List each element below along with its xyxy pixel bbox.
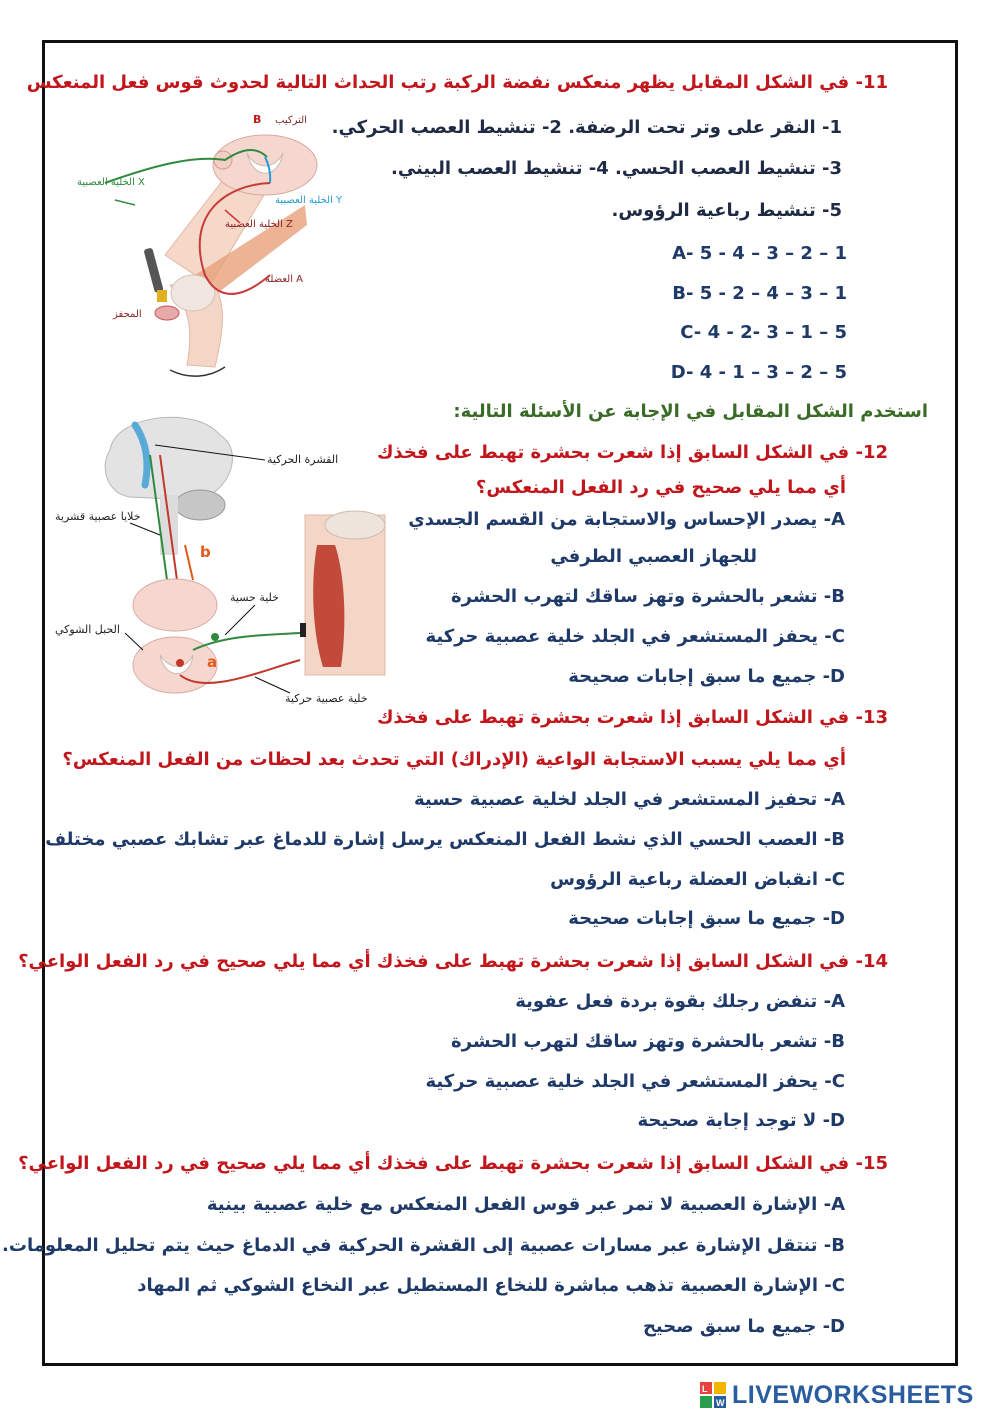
- stimulus-spot: [155, 306, 179, 320]
- label-arrow-b: b: [200, 543, 211, 561]
- q11-option-d[interactable]: [671, 361, 847, 385]
- leader-cortical-cells: [130, 523, 160, 535]
- label-neuron-y: الخلية العصبية Y: [275, 195, 343, 206]
- q11-step-1-2: 1- النقر على وتر تحت الرضفة. 2- تنشيط العصب الحركي.: [331, 117, 842, 138]
- logo-letter-l: L: [702, 1384, 708, 1394]
- q11-step-3-4: 3- تنشيط العصب الحسي. 4- تنشيط العصب البيني.: [390, 158, 842, 179]
- label-sensory-cell: خلية حسية: [230, 591, 279, 604]
- label-muscle-a: العضلة A: [265, 274, 304, 285]
- q15-option-d[interactable]: D- جميع ما سبق صحيح: [642, 1316, 845, 1337]
- label-b: B: [253, 113, 262, 126]
- q15-option-c[interactable]: C- الإشارة العصبية تذهب مباشرة للنخاع المستطيل عبر النخاع الشوكي ثم المهاد: [137, 1275, 845, 1296]
- q15-option-b[interactable]: B- تنتقل الإشارة عبر مسارات عصبية إلى القشرة الحركية في الدماغ حيث يتم تحليل المعلومات.: [2, 1235, 845, 1256]
- option-text: 5 - 4 – 3 – 2 – 1: [699, 243, 847, 264]
- label-neuron-z: الخلية العصبية Z: [225, 219, 293, 230]
- label-motor-cortex: القشرة الحركية: [267, 453, 339, 466]
- label-structure: التركيب: [275, 115, 307, 126]
- option-letter: C-: [680, 322, 702, 343]
- q15-title: 15- في الشكل السابق إذا شعرت بحشرة تهبط على فخذك أي مما يلي صحيح في رد الفعل الواعي؟: [18, 1153, 888, 1174]
- q13-option-b[interactable]: B- العصب الحسي الذي نشط الفعل المنعكس يرسل إشارة للدماغ عبر تشابك عصبي مختلف: [45, 829, 845, 850]
- instruction-text: استخدم الشكل المقابل في الإجابة عن الأسئلة التالية:: [453, 401, 928, 422]
- q13-option-d[interactable]: D- جميع ما سبق إجابات صحيحة: [568, 908, 845, 929]
- knee-reflex-figure: [75, 105, 365, 385]
- leader-motor-cell: [255, 677, 290, 693]
- q14-title: 14- في الشكل السابق إذا شعرت بحشرة تهبط على فخذك أي مما يلي صحيح في رد الفعل الواعي؟: [18, 951, 888, 972]
- brand-text: LIVEWORKSHEETS: [732, 1380, 974, 1409]
- label-spinal-cord: الحبل الشوكي: [55, 623, 120, 636]
- cerebellum: [175, 490, 225, 520]
- arrow-b-line: [185, 545, 193, 580]
- option-text: 4 - 1 – 3 – 2 – 5: [699, 362, 847, 383]
- option-letter: A-: [672, 243, 694, 264]
- q12-option-a-cont: للجهاز العصبي الطرفي: [550, 546, 757, 567]
- label-neuron-x: الخلية العصبية X: [77, 177, 145, 188]
- option-letter: B-: [672, 283, 694, 304]
- q12-title-line1: 12- في الشكل السابق إذا شعرت بحشرة تهبط على فخذك: [376, 442, 888, 463]
- movement-arrow: [170, 367, 225, 376]
- q12-option-d[interactable]: D- جميع ما سبق إجابات صحيحة: [568, 666, 845, 687]
- q11-option-a[interactable]: [672, 242, 847, 266]
- sensory-neuron: [193, 633, 300, 650]
- q11-title: 11- في الشكل المقابل يظهر منعكس نفضة الركبة رتب الحداث التالية لحدوث قوس فعل المنعكس: [26, 72, 888, 93]
- q12-option-a[interactable]: A- يصدر الإحساس والاستجابة من القسم الجسدي: [408, 509, 845, 530]
- sensory-cell-body: [211, 633, 219, 641]
- leader-spinal-cord: [125, 633, 143, 650]
- reflex-hammer-handle: [143, 247, 163, 293]
- q12-option-c[interactable]: C- يحفز المستشعر في الجلد خلية عصبية حركية: [425, 626, 845, 647]
- q11-option-b[interactable]: [672, 282, 847, 306]
- hip-bone: [325, 511, 385, 539]
- option-text: 4 - 2- 3 – 1 – 5: [707, 322, 847, 343]
- q12-option-b[interactable]: B- تشعر بالحشرة وتهز ساقك لتهرب الحشرة: [451, 586, 845, 607]
- q13-option-a[interactable]: A- تحفيز المستشعر في الجلد لخلية عصبية حسية: [413, 789, 845, 810]
- spinal-section-upper: [133, 579, 217, 631]
- logo-letter-w: W: [716, 1398, 725, 1408]
- arrow-sensory: [115, 200, 135, 205]
- q14-option-b[interactable]: B- تشعر بالحشرة وتهز ساقك لتهرب الحشرة: [451, 1031, 845, 1052]
- option-text: 5 - 2 – 4 – 3 – 1: [699, 283, 847, 304]
- q11-step-5: 5- تنشيط رباعية الرؤوس.: [611, 200, 842, 221]
- q11-option-c[interactable]: [680, 321, 847, 345]
- label-cortical-cells: خلايا عصبية قشرية: [55, 510, 141, 523]
- brain-shape: [105, 417, 232, 500]
- label-motor-cell: خلية عصبية حركية: [285, 692, 368, 705]
- q13-title-line1: 13- في الشكل السابق إذا شعرت بحشرة تهبط على فخذك: [376, 707, 888, 728]
- leader-sensory-cell: [225, 605, 255, 635]
- insect-icon: [300, 623, 306, 637]
- q12-title-line2: أي مما يلي صحيح في رد الفعل المنعكس؟: [475, 477, 846, 498]
- q13-title-line2: أي مما يلي يسبب الاستجابة الواعية (الإدراك) التي تحدث بعد لحظات من الفعل المنعكس؟: [62, 749, 846, 770]
- label-stimulus: المحفز: [113, 309, 142, 320]
- spinal-reflex-figure: [55, 405, 400, 715]
- q15-option-a[interactable]: A- الإشارة العصبية لا تمر عبر قوس الفعل المنعكس مع خلية عصبية بينية: [206, 1194, 845, 1215]
- option-letter: D-: [670, 362, 694, 383]
- q14-option-c[interactable]: C- يحفز المستشعر في الجلد خلية عصبية حركية: [425, 1071, 845, 1092]
- motor-cell-body: [176, 659, 184, 667]
- q13-option-c[interactable]: C- انقباض العضلة رباعية الرؤوس: [550, 869, 845, 890]
- liveworksheets-brand[interactable]: [700, 1378, 974, 1412]
- reflex-hammer-tip: [157, 290, 167, 302]
- liveworksheets-logo-icon: [700, 1382, 726, 1408]
- q14-option-a[interactable]: A- تنفض رجلك بقوة بردة فعل عفوية: [515, 991, 845, 1012]
- q14-option-d[interactable]: D- لا توجد إجابة صحيحة: [637, 1110, 845, 1131]
- label-arrow-a: a: [207, 653, 218, 671]
